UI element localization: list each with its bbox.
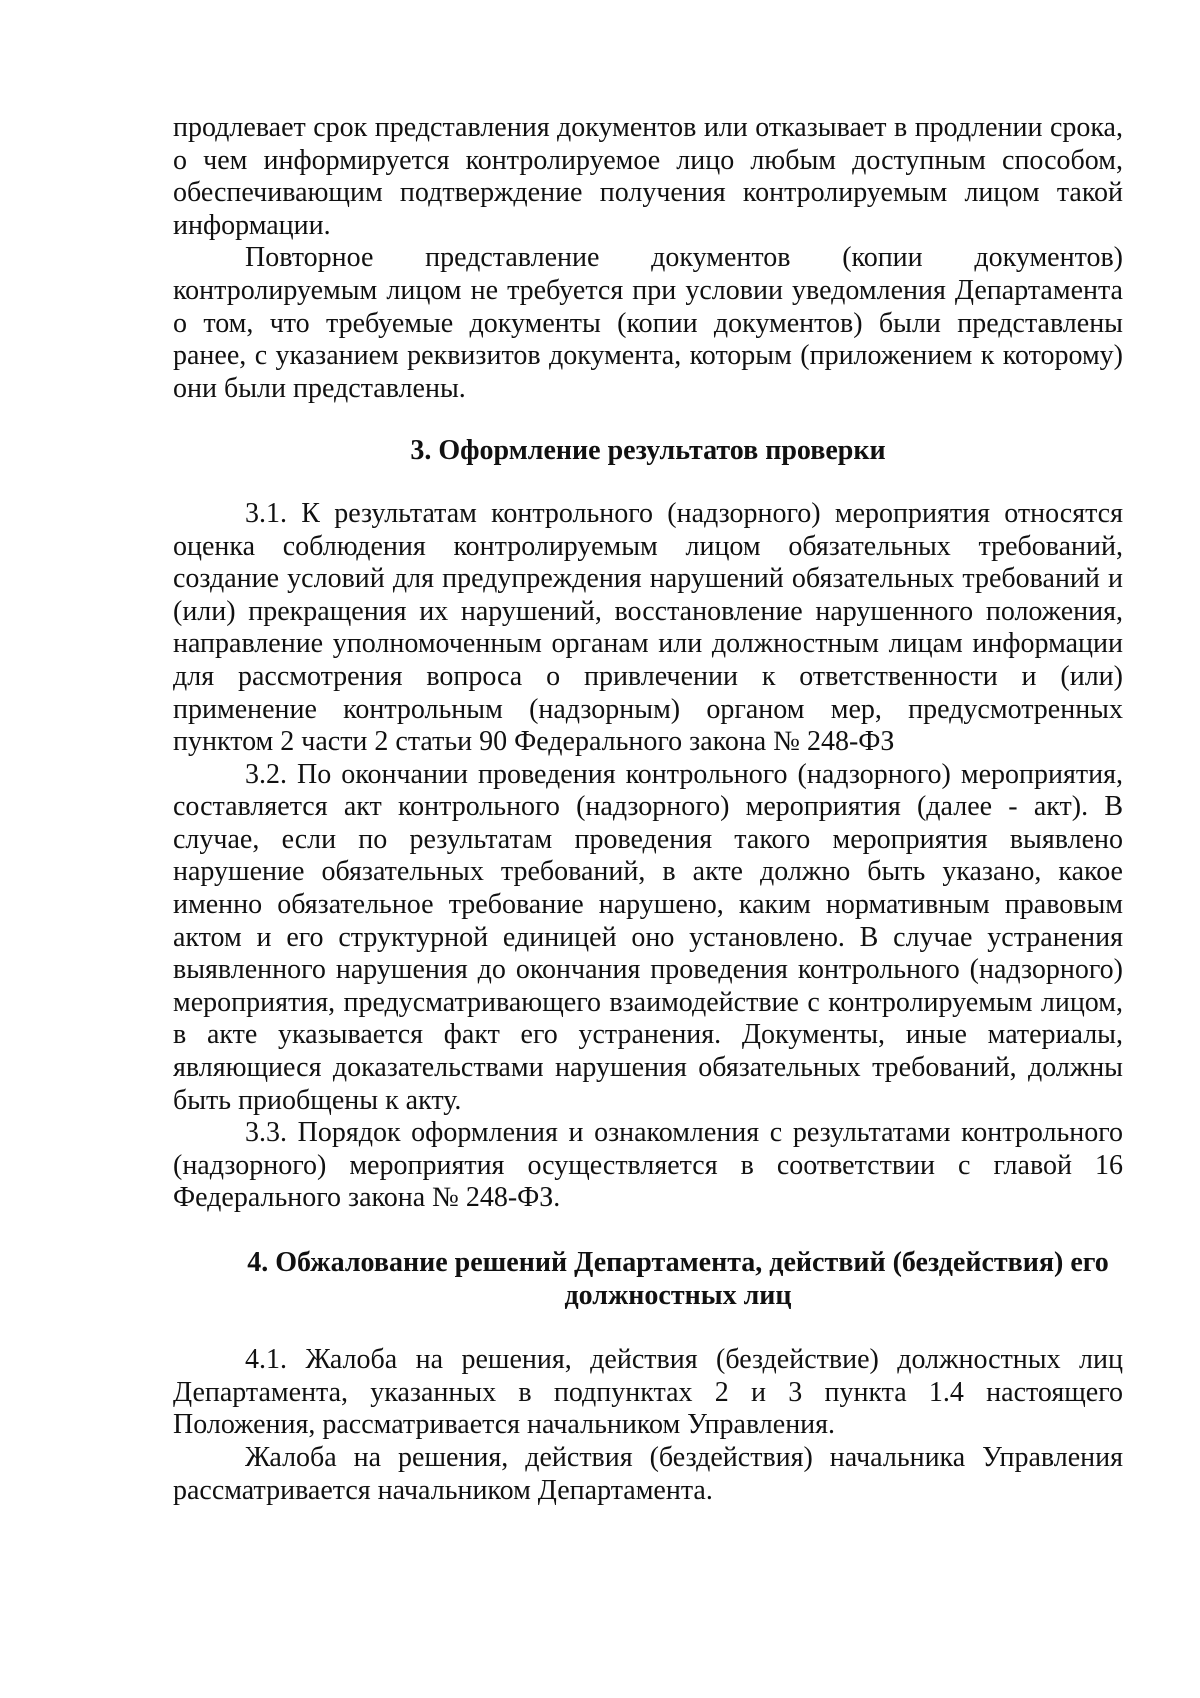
section-3-heading: 3. Оформление результатов проверки [410, 435, 886, 467]
spacer [173, 468, 1123, 498]
spacer [173, 1312, 1123, 1344]
paragraph-3-2: 3.2. По окончании проведения контрольного (надзорного) мероприятия, составляется акт контрольного (надзорного) мероприятия (далее - акт). В случае, если по результатам проведения такого мероприятия выявлено нарушение обязательных требований, в акте должно быть указано, какое именно обязательное требование нарушено, каким нормативным правовым актом и его структурной единицей оно установлено. В случае устранения выявленного нарушения до окончания проведения контрольного (надзорного) мероприятия, предусматривающего взаимодействие с контролируемым лицом, в акте указывается факт его устранения. Документы, иные материалы, являющиеся доказательствами нарушения обязательных требований, должны быть приобщены к акту. [173, 758, 1123, 1116]
document-body [173, 112, 1123, 1507]
section-4-heading: 4. Обжалование решений Департамента, действий (бездействия) его должностных лиц [247, 1247, 1109, 1311]
paragraph-continuation: продлевает срок представления документов или отказывает в продлении срока, о чем информируется контролируемое лицо любым доступным способом, обеспечивающим подтверждение получения контролируемым лицом такой информации. [173, 112, 1123, 241]
paragraph-3-3: 3.3. Порядок оформления и ознакомления с результатами контрольного (надзорного) мероприятия осуществляется в соответствии с главой 16 Федерального закона № 248-ФЗ. [173, 1117, 1123, 1214]
paragraph-4-1-complaint-head: Жалоба на решения, действия (бездействия) начальника Управления рассматривается начальником Департамента. [173, 1441, 1123, 1506]
paragraph-3-1: 3.1. К результатам контрольного (надзорного) мероприятия относятся оценка соблюдения контролируемым лицом обязательных требований, создание условий для предупреждения нарушений обязательных требований и (или) прекращения их нарушений, восстановление нарушенного положения, направление уполномоченным органам или должностным лицам информации для рассмотрения вопроса о привлечении к ответственности и (или) применение контрольным (надзорным) органом мер, предусмотренных пунктом 2 части 2 статьи 90 Федерального закона № 248-ФЗ [173, 497, 1123, 758]
spacer [173, 405, 1123, 435]
spacer [173, 1215, 1123, 1247]
paragraph-4-1: 4.1. Жалоба на решения, действия (бездействие) должностных лиц Департамента, указанных в подпунктах 2 и 3 пункта 1.4 настоящего Положения, рассматривается начальником Управления. [173, 1344, 1123, 1441]
paragraph-repeat-submission: Повторное представление документов (копии документов) контролируемым лицом не требуется при условии уведомления Департамента о том, что требуемые документы (копии документов) были представлены ранее, с указанием реквизитов документа, которым (приложением к которому) они были представлены. [173, 242, 1123, 404]
